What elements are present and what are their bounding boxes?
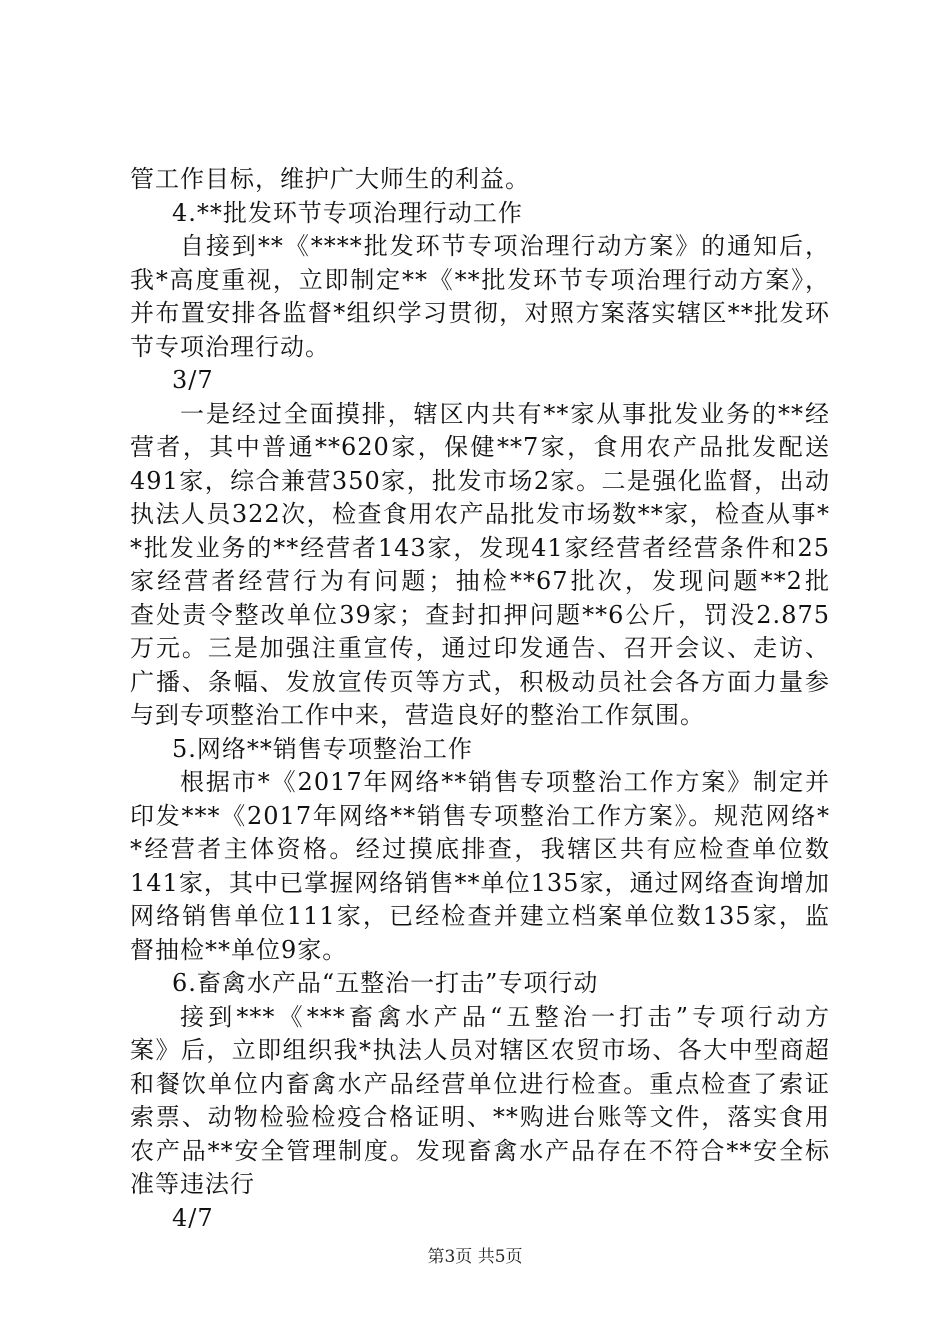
text-line: 管工作目标，维护广大师生的利益。: [130, 165, 530, 193]
text-line: 家经营者经营行为有问题；抽检**67批次，发现问题**2批: [130, 567, 830, 595]
text-line: 和餐饮单位内畜禽水产品经营单位进行检查。重点检查了索证: [130, 1069, 830, 1098]
section-heading: 4.**批发环节专项治理行动工作: [172, 198, 523, 227]
text-line: 索票、动物检验检疫合格证明、**购进台账等文件，落实食用: [130, 1103, 830, 1131]
text-line: 营者，其中普通**620家，保健**7家，食用农产品批发配送: [130, 433, 830, 461]
text-line: 查处责令整改单位39家；查封扣押问题**6公斤，罚没2.875: [130, 600, 830, 629]
text-line: 并布置安排各监督*组织学习贯彻，对照方案落实辖区**批发环: [130, 299, 830, 327]
text-line: 万元。三是加强注重宣传，通过印发通告、召开会议、走访、: [130, 634, 830, 662]
section-heading: 5.网络**销售专项整治工作: [172, 734, 473, 763]
text-line: 执法人员322次，检查食用农产品批发市场数**家，检查从事*: [130, 500, 830, 528]
page-marker: 4/7: [172, 1203, 214, 1232]
text-line: 一是经过全面摸排，辖区内共有**家从事批发业务的**经: [180, 399, 830, 428]
text-line: *经营者主体资格。经过摸底排查，我辖区共有应检查单位数: [130, 835, 830, 863]
text-line: 农产品**安全管理制度。发现畜禽水产品存在不符合**安全标: [130, 1136, 830, 1165]
page-footer: 第3页 共5页: [427, 1247, 523, 1267]
text-line: 我*高度重视，立即制定**《**批发环节专项治理行动方案》，: [130, 265, 830, 294]
text-line: 印发***《2017年网络**销售专项整治工作方案》。规范网络*: [130, 801, 830, 830]
text-line: 网络销售单位111家，已经检查并建立档案单位数135家，监: [130, 902, 830, 930]
text-line: 自接到**《****批发环节专项治理行动方案》的通知后，: [180, 232, 830, 260]
text-line: 491家，综合兼营350家，批发市场2家。二是强化监督，出动: [130, 466, 830, 495]
text-line: 接到***《***畜禽水产品“五整治一打击”专项行动方: [180, 1002, 830, 1031]
section-heading: 6.畜禽水产品“五整治一打击”专项行动: [172, 969, 599, 997]
text-line: 准等违法行: [130, 1170, 255, 1198]
text-line: 节专项治理行动。: [130, 332, 330, 361]
text-line: 广播、条幅、发放宣传页等方式，积极动员社会各方面力量参: [130, 667, 830, 696]
text-line: *批发业务的**经营者143家，发现41家经营者经营条件和25: [130, 533, 830, 562]
text-line: 案》后，立即组织我*执法人员对辖区农贸市场、各大中型商超: [130, 1036, 830, 1064]
text-line: 督抽检**单位9家。: [130, 935, 348, 964]
text-line: 与到专项整治工作中来，营造良好的整治工作氛围。: [130, 701, 705, 729]
page-marker: 3/7: [172, 366, 214, 394]
text-line: 141家，其中已掌握网络销售**单位135家，通过网络查询增加: [130, 868, 830, 897]
text-line: 根据市*《2017年网络**销售专项整治工作方案》制定并: [180, 768, 830, 796]
